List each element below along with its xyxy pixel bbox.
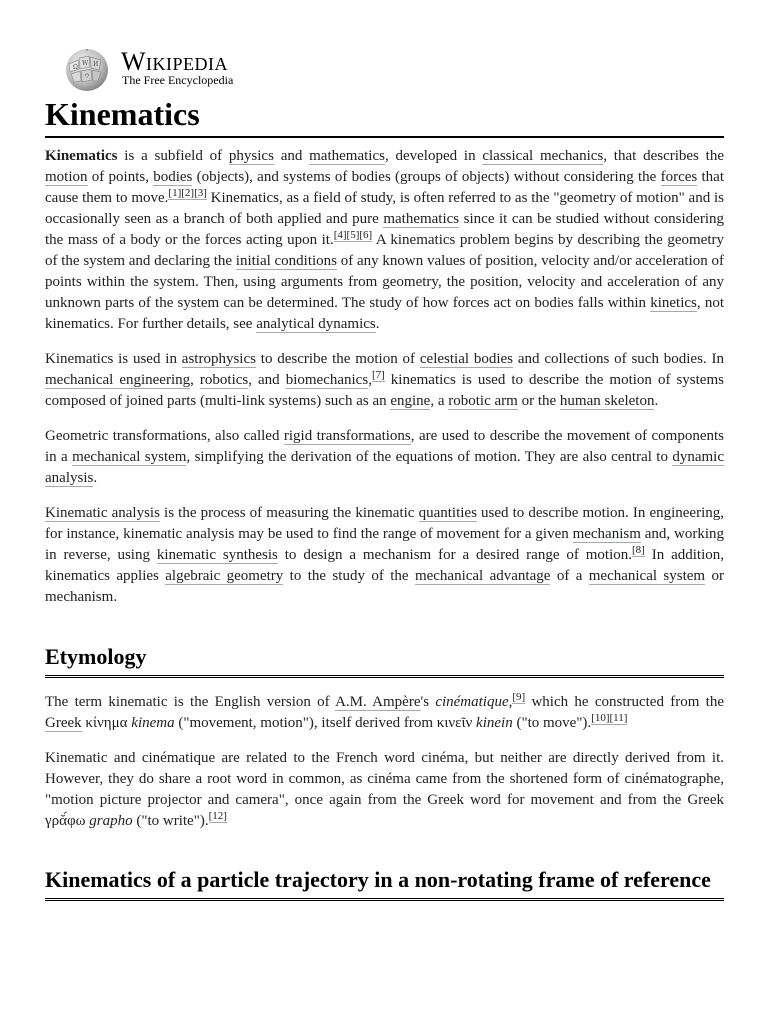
svg-text:И: И <box>93 61 99 68</box>
section-heading-etymology: Etymology <box>45 642 724 678</box>
link-forces[interactable]: forces <box>660 169 698 185</box>
intro-paragraph-3: Geometric transformations, also called rigid transformations, are used to describe the movement of components in a mechanical system, simplifying the derivation of the equations of motion. They are also central to dynamic analysis. <box>45 428 725 486</box>
link-algebraic-geometry[interactable]: algebraic geometry <box>165 568 284 584</box>
link-kinetics[interactable]: kinetics <box>650 295 697 311</box>
link-classical-mechanics[interactable]: classical mechanics <box>482 148 604 164</box>
svg-text:W: W <box>82 60 89 67</box>
site-header <box>45 0 724 94</box>
link-bodies[interactable]: bodies <box>153 169 193 185</box>
link-quantities[interactable]: quantities <box>418 505 477 521</box>
etymology-paragraph-1: The term kinematic is the English version of A.M. Ampère's cinématique,[9] which he constructed from the Greek κίνημα kinema ("movement, motion"), itself derived from κινεῖν kinein ("to move").[10][11] <box>45 691 724 731</box>
intro-paragraph-1: Kinematics is a subfield of physics and mathematics, developed in classical mechanics, that describes the motion of points, bodies (objects), and systems of bodies (groups of objects) without considering the forces that cause them to move.[1][2][3] Kinematics, as a field of study, is often referred to as the "geometry of motion" and is occasionally seen as a branch of both applied and pure mathematics since it can be studied without considering the mass of a body or the forces acting upon it.[4][5][6] A kinematics problem begins by describing the geometry of the system and declaring the initial conditions of any known values of position, velocity and/or acceleration of points within the system. Then, using arguments from geometry, the position, velocity and acceleration of any unknown parts of the system can be determined. The study of how forces act on bodies falls within kinetics, not kinematics. For further details, see analytical dynamics. <box>45 148 725 332</box>
citation-ref-6[interactable]: [6] <box>359 229 373 241</box>
link-mechanical-advantage[interactable]: mechanical advantage <box>414 568 551 584</box>
link-rigid-transformations[interactable]: rigid transformations <box>283 428 411 444</box>
citation-ref-5[interactable]: [5] <box>346 229 360 241</box>
citation-ref-2[interactable]: [2] <box>181 187 195 199</box>
citation-ref-8[interactable]: [8] <box>632 544 645 556</box>
citation-ref-4[interactable]: [4] <box>333 229 347 241</box>
link-engine[interactable]: engine <box>390 393 431 409</box>
link-kinematic-synthesis[interactable]: kinematic synthesis <box>156 547 278 563</box>
link-astrophysics[interactable]: astrophysics <box>181 351 256 367</box>
wikipedia-tagline: The Free Encyclopedia <box>122 73 234 87</box>
svg-text:Ω: Ω <box>73 64 78 71</box>
link-kinematic-analysis[interactable]: Kinematic analysis <box>45 505 160 521</box>
etymology-paragraph-2: Kinematic and cinématique are related to the French word cinéma, but neither are directly derived from it. However, they do share a root word in common, as cinéma came from the shortened form of cinématographe, "motion picture projector and camera", once again from the Greek word for movement and from the Greek γρᾰ́φω grapho ("to write").[12] <box>45 750 724 829</box>
citation-ref-12[interactable]: [12] <box>208 810 227 822</box>
link-mathematics[interactable]: mathematics <box>309 148 385 164</box>
link-physics[interactable]: physics <box>228 148 274 164</box>
link-greek[interactable]: Greek <box>45 715 82 731</box>
citation-ref-1[interactable]: [1] <box>168 187 182 199</box>
link-mechanical-system-2[interactable]: mechanical system <box>588 568 706 584</box>
link-pure-mathematics[interactable]: mathematics <box>383 211 460 227</box>
wikipedia-globe-logo[interactable] <box>64 46 110 92</box>
svg-text:ウ: ウ <box>84 73 91 80</box>
link-analytical-dynamics[interactable]: analytical dynamics <box>256 316 376 332</box>
intro-paragraph-4: Kinematic analysis is the process of measuring the kinematic quantities used to describe motion. In engineering, for instance, kinematic analysis may be used to find the range of movement for a given mechanism and, working in reverse, using kinematic synthesis to design a mechanism for a desired range of motion.[8] In addition, kinematics applies algebraic geometry to the study of the mechanical advantage of a mechanical system or mechanism. <box>45 505 725 605</box>
citation-ref-7[interactable]: [7] <box>371 369 385 381</box>
citation-ref-10[interactable]: [10] <box>591 712 610 724</box>
article-page <box>45 0 724 901</box>
link-dynamic-analysis[interactable]: dynamic analysis <box>45 449 725 486</box>
section-heading-particle-trajectory: Kinematics of a particle trajectory in a non-rotating frame of reference <box>45 864 724 901</box>
link-human-skeleton[interactable]: human skeleton <box>559 393 655 409</box>
link-initial-conditions[interactable]: initial conditions <box>235 253 338 269</box>
page-title: Kinematics <box>45 94 724 138</box>
link-motion[interactable]: motion <box>45 169 88 185</box>
link-mechanism[interactable]: mechanism <box>572 526 641 542</box>
link-mechanical-system[interactable]: mechanical system <box>72 449 187 465</box>
citation-ref-9[interactable]: [9] <box>512 691 526 703</box>
wikipedia-wordmark[interactable]: Wikipedia <box>121 47 229 76</box>
link-celestial-bodies[interactable]: celestial bodies <box>419 351 514 367</box>
link-mechanical-engineering[interactable]: mechanical engineering <box>45 372 191 388</box>
link-robotic-arm[interactable]: robotic arm <box>448 393 518 409</box>
link-ampere[interactable]: A.M. Ampère <box>335 694 421 710</box>
link-biomechanics[interactable]: biomechanics <box>285 372 369 388</box>
intro-paragraph-2: Kinematics is used in astrophysics to describe the motion of celestial bodies and collections of such bodies. In mechanical engineering, robotics, and biomechanics,[7] kinematics is used to describe the motion of systems composed of joined parts (multi-link systems) such as an engine, a robotic arm or the human skeleton. <box>45 351 724 409</box>
bold-term: Kinematics <box>45 148 118 164</box>
citation-ref-3[interactable]: [3] <box>194 187 207 199</box>
citation-ref-11[interactable]: [11] <box>609 712 628 724</box>
link-robotics[interactable]: robotics <box>199 372 249 388</box>
